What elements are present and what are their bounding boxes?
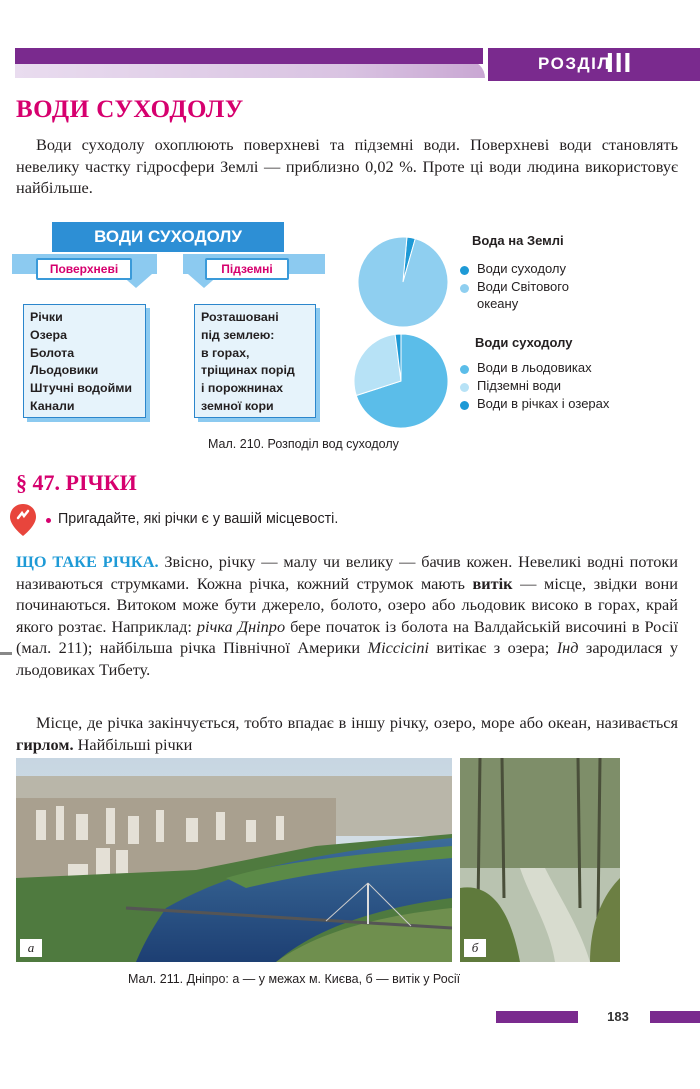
term-mouth: гирлом. (16, 734, 74, 754)
list-item: Канали (30, 398, 75, 413)
page-number: 183 (586, 1008, 650, 1025)
section-number: III (606, 47, 633, 78)
paragraph-title: § 47. РІЧКИ (16, 470, 137, 495)
list-item: Розташовані (201, 310, 279, 324)
list-item: Льодовики (30, 363, 99, 378)
photo-river-source (460, 758, 620, 962)
text-run: Найбільші річки (73, 734, 193, 754)
photo-tag-a: а (20, 939, 42, 957)
lead-heading: ЩО ТАКЕ РІЧКА. (16, 552, 159, 571)
river-paragraph (16, 551, 678, 680)
text-run: Звісно, річку — малу чи велику — бачив кожен. Невеликі водні потоки називаються струмками. Кожна річка, кожний струмок мають (16, 552, 678, 593)
surface-list (23, 304, 146, 418)
river-name: Інд (556, 638, 579, 657)
legend-item: Води суходолу (477, 261, 566, 276)
bullet-dot (46, 518, 51, 523)
river-name: річка Дніпро (196, 616, 286, 636)
earth-water-pie (357, 236, 449, 328)
page-title: ВОДИ СУХОДОЛУ (16, 96, 244, 123)
text-run: витікає з озера; (429, 638, 557, 657)
legend-earth-title: Вода на Землі (472, 233, 564, 248)
legend-dot (460, 401, 469, 410)
figure-caption-210: Мал. 210. Розподіл вод суходолу (208, 437, 399, 451)
legend-item: океану (477, 296, 519, 311)
legend-item: Підземні води (477, 378, 562, 393)
intro-paragraph: Води суходолу охоплюють поверхневі та підземні води. Поверхневі води становлять невелику частку гідросфери Землі — приблизно 0,02 %. Проте ці води людина використовує найбільше. (16, 135, 678, 197)
section-label: РОЗДІЛ (538, 54, 611, 73)
mouth-paragraph (16, 712, 678, 755)
legend-dot (460, 365, 469, 374)
river-name: Міссісіпі (367, 638, 429, 657)
legend-land-title: Води суходолу (475, 335, 573, 350)
legend-item: Води Світового (477, 279, 569, 294)
list-item: в горах, (201, 345, 250, 360)
diagram-title: ВОДИ СУХОДОЛУ (52, 222, 284, 252)
pie-slice-2 (358, 237, 448, 327)
list-item: Штучні водойми (30, 381, 132, 396)
photo-tag-b: б (464, 939, 486, 957)
list-item: тріщинах порід (201, 363, 295, 378)
footer-bar-left (496, 1011, 578, 1023)
land-water-pie (353, 333, 449, 429)
term-source: витік (472, 573, 513, 593)
legend-dot (460, 266, 469, 275)
legend-dot (460, 383, 469, 392)
legend-item: Води в річках і озерах (477, 396, 610, 411)
header-bar (15, 48, 483, 64)
margin-mark (0, 652, 12, 655)
figure-caption-211: Мал. 211. Дніпро: а — у межах м. Києва, б — витік у Росії (128, 972, 461, 986)
list-item: Озера (30, 327, 67, 342)
legend-item: Води в льодовиках (477, 360, 592, 375)
list-item: Болота (30, 345, 75, 360)
text-run: зародилася у льодовиках Тибету. (16, 638, 678, 679)
list-item: під землею: (201, 327, 275, 342)
legend-dot (460, 284, 469, 293)
text-run: — місце, звідки вони починаються. Витоком може бути джерело, болото, озеро або льодовик високо в горах, край якого розтає. Наприклад: (16, 573, 678, 636)
underground-list (194, 304, 316, 418)
photo-kyiv-dnipro (16, 758, 452, 962)
text-run: Місце, де річка закінчується, тобто впадає в іншу річку, озеро, море або океан, називається (36, 713, 678, 732)
list-item: Річки (30, 310, 63, 324)
list-item: земної кори (201, 398, 274, 413)
underground-label: Підземні (205, 258, 289, 280)
text-run: бере початок із болота на Валдайській височині в Росії (мал. 211); найбільша річка Північної Америки (16, 616, 678, 657)
location-pin-icon (7, 502, 39, 538)
list-item: і порожнинах (201, 381, 284, 396)
surface-label: Поверхневі (36, 258, 132, 280)
recall-question: Пригадайте, які річки є у вашій місцевості. (58, 511, 339, 527)
